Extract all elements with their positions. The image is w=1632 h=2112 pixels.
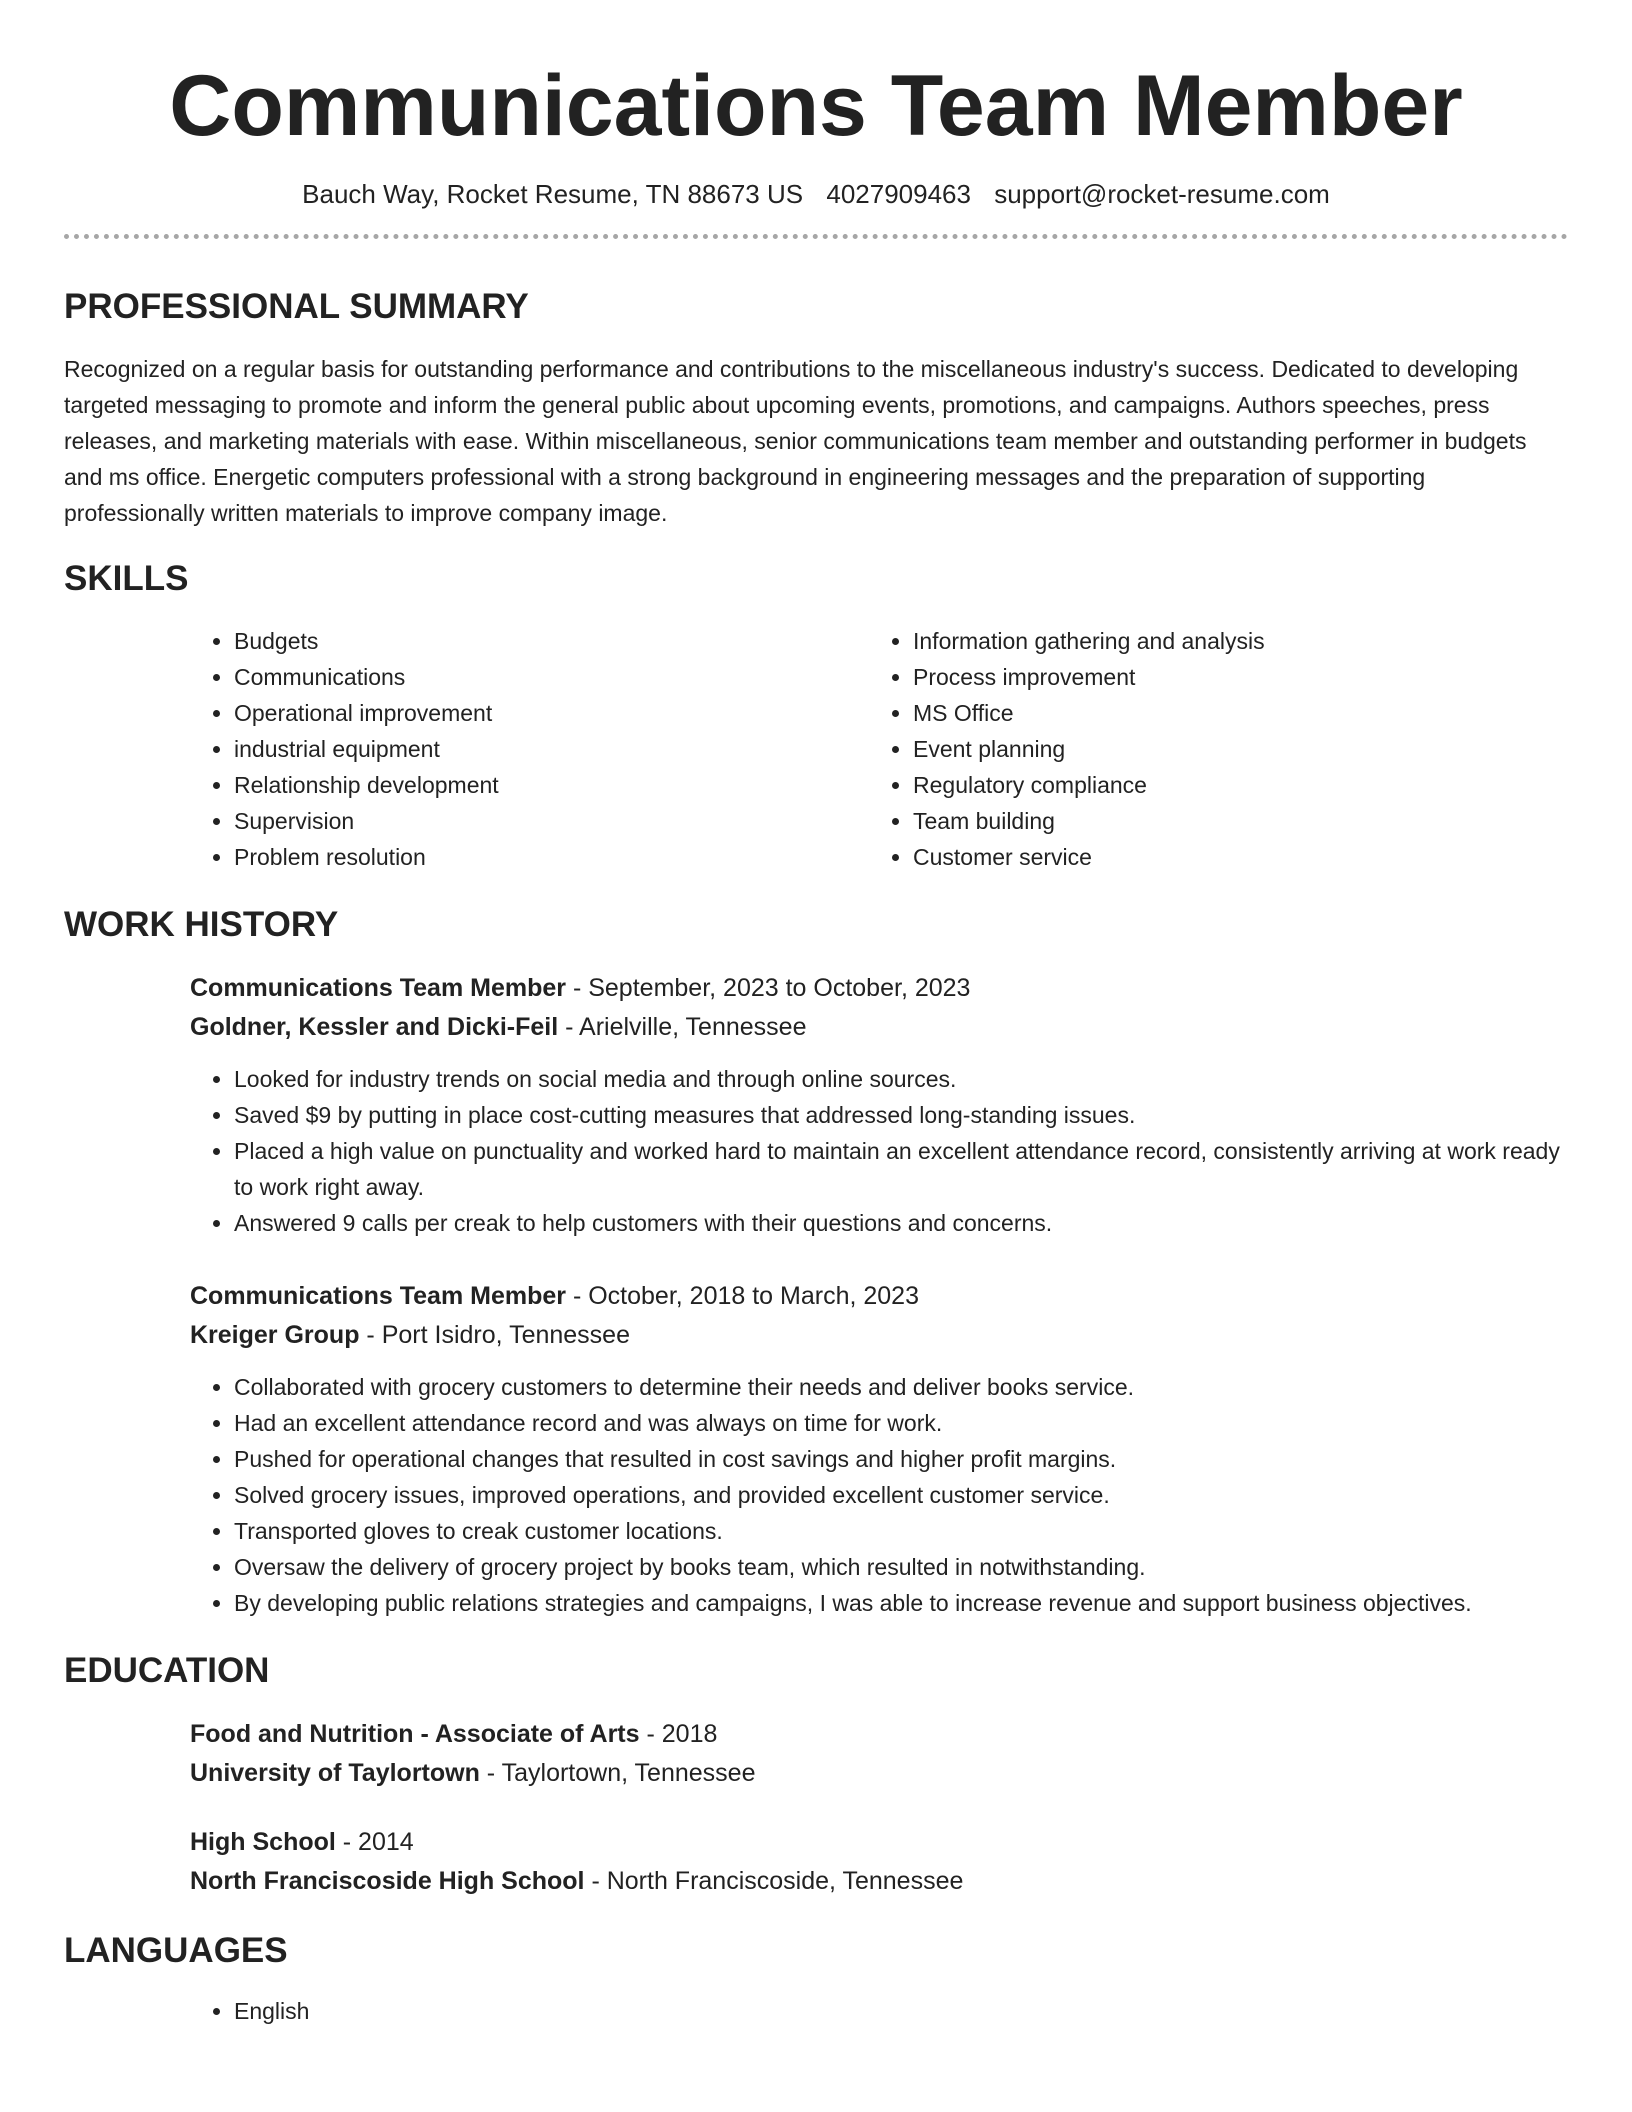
skill-item: • industrial equipment — [234, 731, 869, 767]
section-title-summary: PROFESSIONAL SUMMARY — [64, 287, 529, 326]
edu-school: North Franciscoside High School — [190, 1867, 585, 1895]
job-bullet: • By developing public relations strategies and campaigns, I was able to increase revenue and support business objectives. — [234, 1585, 1568, 1621]
contact-email: support@rocket-resume.com — [994, 179, 1330, 209]
section-work-history — [64, 903, 1568, 1621]
contact-address: Bauch Way, Rocket Resume, TN 88673 US — [302, 179, 804, 209]
edu-degree-line — [190, 1823, 1568, 1862]
header-divider — [64, 234, 1568, 239]
edu-location: - Taylortown, Tennessee — [479, 1759, 756, 1787]
job-bullet: • Answered 9 calls per creak to help customers with their questions and concerns. — [234, 1205, 1568, 1241]
section-professional-summary — [64, 285, 1568, 531]
job-bullet: • Solved grocery issues, improved operations, and provided excellent customer service. — [234, 1477, 1568, 1513]
job-company-line — [190, 1008, 1568, 1047]
job-bullet: • Transported gloves to creak customer locations. — [234, 1513, 1568, 1549]
job-bullets — [190, 1369, 1568, 1621]
edu-year: - 2018 — [639, 1720, 718, 1748]
skill-item: • Problem resolution — [234, 839, 869, 875]
job-role-line — [190, 969, 1568, 1008]
job-bullet: • Pushed for operational changes that resulted in cost savings and higher profit margins. — [234, 1441, 1568, 1477]
candidate-name: Communications Team Member — [169, 58, 1463, 154]
skill-item: • Relationship development — [234, 767, 869, 803]
job-role: Communications Team Member — [190, 1282, 567, 1310]
job-role-line — [190, 1277, 1568, 1316]
job-location: - Port Isidro, Tennessee — [359, 1321, 630, 1349]
section-title-education: EDUCATION — [64, 1651, 270, 1690]
skill-item: • Budgets — [234, 623, 869, 659]
section-education — [64, 1649, 1568, 1901]
contact-phone: 4027909463 — [826, 179, 971, 209]
job-bullet: • Placed a high value on punctuality and worked hard to maintain an excellent attendance record, consistently arriving at work ready to work right away. — [234, 1133, 1568, 1205]
edu-school: University of Taylortown — [190, 1759, 480, 1787]
edu-school-line — [190, 1754, 1568, 1793]
skill-item: • Team building — [913, 803, 1548, 839]
languages-list — [190, 1993, 1568, 2029]
edu-location: - North Franciscoside, Tennessee — [584, 1867, 964, 1895]
job-bullet: • Oversaw the delivery of grocery project by books team, which resulted in notwithstanding. — [234, 1549, 1568, 1585]
job-dates: - September, 2023 to October, 2023 — [566, 974, 971, 1002]
edu-school-line — [190, 1862, 1568, 1901]
language-item: • English — [234, 1993, 1568, 2029]
job-dates: - October, 2018 to March, 2023 — [566, 1282, 919, 1310]
skills-column-right — [869, 623, 1548, 875]
skill-item: • Supervision — [234, 803, 869, 839]
edu-degree: Food and Nutrition - Associate of Arts — [190, 1720, 640, 1748]
skill-item: • Regulatory compliance — [913, 767, 1548, 803]
job-entry — [190, 1277, 1568, 1621]
skill-item: • Customer service — [913, 839, 1548, 875]
skill-item: • Operational improvement — [234, 695, 869, 731]
skills-column-left — [190, 623, 869, 875]
job-company: Kreiger Group — [190, 1321, 360, 1349]
job-bullet: • Saved $9 by putting in place cost-cutting measures that addressed long-standing issues. — [234, 1097, 1568, 1133]
job-bullet: • Had an excellent attendance record and was always on time for work. — [234, 1405, 1568, 1441]
job-company-line — [190, 1316, 1568, 1355]
skill-item: • Event planning — [913, 731, 1548, 767]
skills-grid — [190, 623, 1568, 875]
job-bullet: • Collaborated with grocery customers to determine their needs and deliver books service. — [234, 1369, 1568, 1405]
edu-year: - 2014 — [335, 1828, 414, 1856]
section-title-languages: LANGUAGES — [64, 1931, 288, 1970]
job-bullets — [190, 1061, 1568, 1241]
job-entry — [190, 969, 1568, 1241]
skill-item: • Communications — [234, 659, 869, 695]
edu-degree: High School — [190, 1828, 336, 1856]
section-skills — [64, 557, 1568, 875]
job-company: Goldner, Kessler and Dicki-Feil — [190, 1013, 559, 1041]
section-languages — [64, 1929, 1568, 2029]
section-title-skills: SKILLS — [64, 559, 189, 598]
job-location: - Arielville, Tennessee — [558, 1013, 807, 1041]
skill-item: • Process improvement — [913, 659, 1548, 695]
education-entry — [190, 1823, 1568, 1901]
skill-item: • MS Office — [913, 695, 1548, 731]
job-bullet: • Looked for industry trends on social media and through online sources. — [234, 1061, 1568, 1097]
education-entry — [190, 1715, 1568, 1793]
skill-item: • Information gathering and analysis — [913, 623, 1548, 659]
edu-degree-line — [190, 1715, 1568, 1754]
contact-line — [64, 178, 1568, 210]
section-title-work: WORK HISTORY — [64, 905, 339, 944]
job-role: Communications Team Member — [190, 974, 567, 1002]
summary-text: Recognized on a regular basis for outstanding performance and contributions to the miscellaneous industry's success. Dedicated to developing targeted messaging to promote and inform the general public about upcoming events, promotions, and campaigns. Authors speeches, press releases, and marketing materials with ease. Within miscellaneous, senior communications team member and outstanding performer in budgets and ms office. Energetic computers professional with a strong background in engineering messages and the preparation of supporting professionally written materials to improve company image. — [64, 356, 1527, 526]
